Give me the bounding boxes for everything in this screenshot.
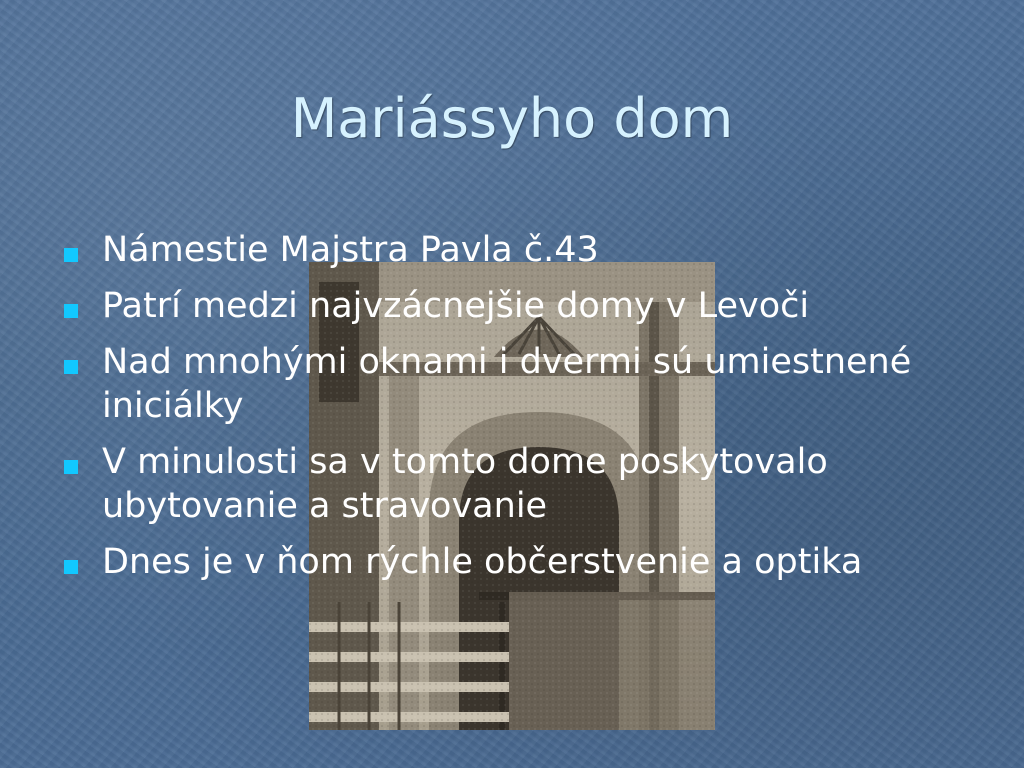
square-bullet-icon (64, 460, 78, 474)
bullet-item (62, 540, 962, 584)
square-bullet-icon (64, 248, 78, 262)
slide-title: Mariássyho dom (290, 87, 734, 150)
square-bullet-icon (64, 560, 78, 574)
bullet-text: Patrí medzi najvzácnejšie domy v Levoči (102, 286, 810, 326)
bullet-text: Námestie Majstra Pavla č.43 (102, 230, 599, 270)
bullet-text: Nad mnohými oknami i dvermi sú umiestnené iniciálky (102, 342, 912, 426)
bullet-text: V minulosti sa v tomto dome poskytovalo ubytovanie a stravovanie (102, 442, 828, 526)
bullet-item (62, 284, 962, 328)
bullet-item (62, 440, 962, 528)
bullet-item (62, 228, 962, 272)
bullet-list (62, 228, 962, 596)
square-bullet-icon (64, 360, 78, 374)
bullet-text: Dnes je v ňom rýchle občerstvenie a optika (102, 542, 863, 582)
square-bullet-icon (64, 304, 78, 318)
bullet-item (62, 340, 962, 428)
